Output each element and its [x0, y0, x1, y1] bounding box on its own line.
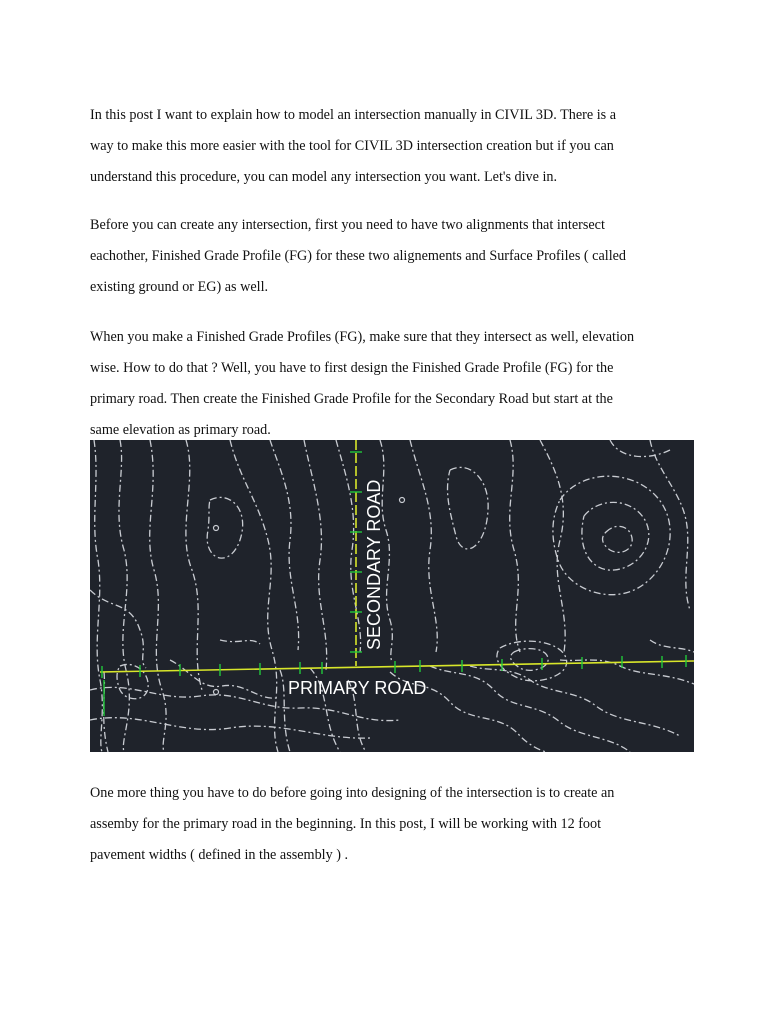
station-ticks: [102, 452, 686, 716]
text-line: primary road. Then create the Finished Grade Profile for the Secondary Road but start at the: [90, 391, 613, 407]
text-line: eachother, Finished Grade Profile (FG) for these two alignements and Surface Profiles ( called: [90, 248, 627, 264]
text-line: assemby for the primary road in the beginning. In this post, I will be working with 12 foot: [90, 816, 602, 832]
paragraph-intro: [90, 100, 690, 193]
text-line: way to make this more easier with the tool for CIVIL 3D intersection creation but if you can: [90, 138, 614, 154]
text-line: In this post I want to explain how to model an intersection manually in CIVIL 3D. There is a: [90, 107, 617, 123]
text-line: One more thing you have to do before going into designing of the intersection is to create an: [90, 785, 615, 801]
text-line: When you make a Finished Grade Profiles (FG), make sure that they intersect as well, elevation: [90, 329, 635, 345]
text-line: wise. How to do that ? Well, you have to first design the Finished Grade Profile (FG) for the: [90, 360, 614, 376]
text-line: pavement widths ( defined in the assembly ) .: [90, 847, 349, 863]
cad-drawing: [90, 440, 694, 752]
text-line: Before you can create any intersection, first you need to have two alignments that intersect: [90, 217, 605, 233]
contour-lines: [90, 440, 694, 752]
paragraph-assembly: [90, 778, 690, 871]
secondary-road-label: SECONDARY ROAD: [364, 479, 384, 650]
primary-road-label: PRIMARY ROAD: [288, 678, 427, 698]
cad-intersection-figure: [90, 440, 694, 752]
text-line: same elevation as primary road.: [90, 422, 271, 438]
road-labels: [288, 480, 426, 698]
paragraph-profiles: [90, 322, 690, 446]
text-line: existing ground or EG) as well.: [90, 279, 269, 295]
paragraph-prerequisites: [90, 210, 690, 303]
text-line: understand this procedure, you can model any intersection you want. Let's dive in.: [90, 169, 558, 185]
primary-road-alignment: [100, 661, 694, 672]
